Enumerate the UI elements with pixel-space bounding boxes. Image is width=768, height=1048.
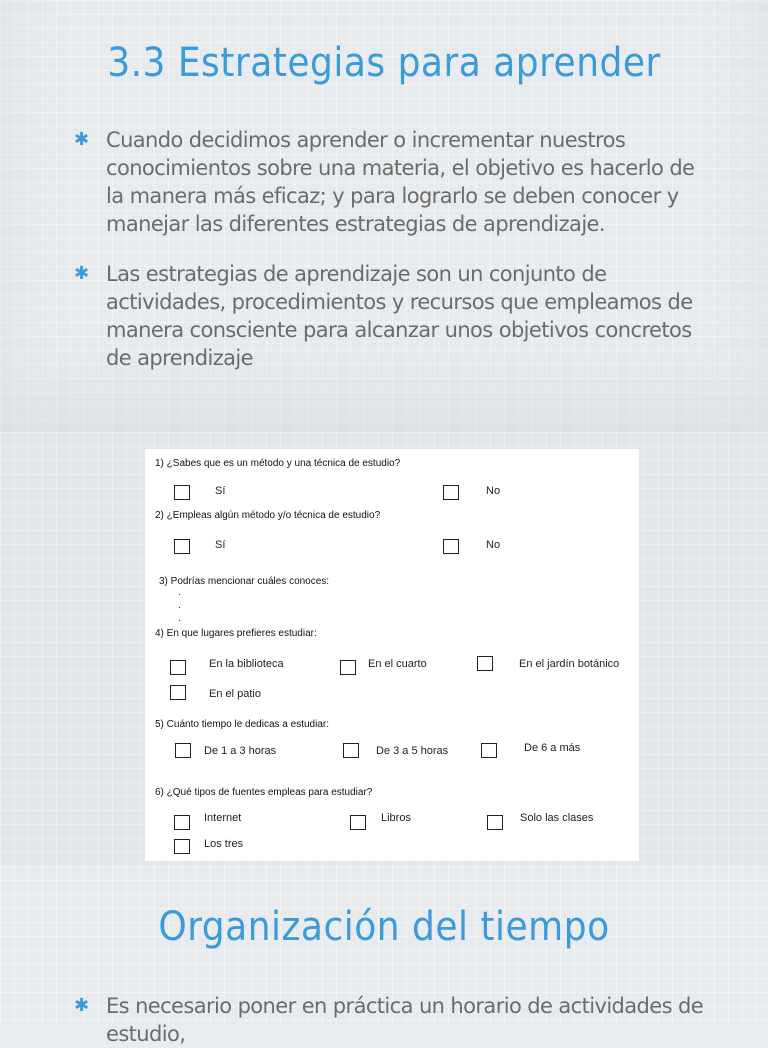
list-bullet: · (178, 602, 182, 613)
slide-title: 3.3 Estrategias para aprender (107, 40, 661, 86)
option-label: Internet (204, 812, 242, 824)
option-label: Libros (381, 812, 411, 824)
option-label: Sí (215, 539, 226, 551)
asterisk-bullet-icon: ✱ (74, 129, 89, 150)
bullet-text: Es necesario poner en práctica un horario de actividades de estudio, (106, 994, 704, 1046)
checkbox-q6-all[interactable] (174, 839, 190, 854)
option-label: En el patio (209, 688, 261, 700)
question-3: 3) Podrías mencionar cuáles conoces: (159, 576, 330, 587)
option-label: No (486, 539, 501, 551)
checkbox-q1-yes[interactable] (174, 485, 190, 500)
checkbox-q1-no[interactable] (443, 485, 459, 500)
slide-strategies (0, 0, 768, 432)
checkbox-q5-6more[interactable] (481, 743, 497, 758)
checkbox-q4-room[interactable] (340, 660, 356, 675)
checkbox-q2-yes[interactable] (174, 539, 190, 554)
bullet-item (74, 992, 760, 1048)
checkbox-q2-no[interactable] (443, 539, 459, 554)
question-6: 6) ¿Qué tipos de fuentes empleas para estudiar? (155, 787, 373, 798)
option-label: Solo las clases (520, 812, 594, 824)
option-label: En la biblioteca (209, 658, 284, 670)
question-1: 1) ¿Sabes que es un método y una técnica de estudio? (155, 458, 401, 469)
questionnaire-card (145, 449, 639, 861)
option-label: Sí (215, 485, 226, 497)
slide-time-organization (0, 866, 768, 1046)
asterisk-bullet-icon: ✱ (74, 263, 89, 284)
question-4: 4) En que lugares prefieres estudiar: (155, 628, 317, 639)
checkbox-q5-1to3[interactable] (175, 743, 191, 758)
slide-questionnaire (0, 432, 768, 866)
option-label: Los tres (204, 838, 244, 850)
checkbox-q5-3to5[interactable] (343, 743, 359, 758)
option-label: De 1 a 3 horas (204, 745, 277, 757)
list-bullet: · (178, 589, 182, 600)
checkbox-q6-internet[interactable] (174, 815, 190, 830)
option-label: No (486, 485, 501, 497)
question-2: 2) ¿Empleas algún método y/o técnica de estudio? (155, 510, 381, 521)
option-label: En el jardín botánico (519, 658, 620, 670)
question-5: 5) Cuánto tiempo le dedicas a estudiar: (155, 719, 329, 730)
checkbox-q4-patio[interactable] (170, 685, 186, 700)
list-bullet: · (178, 615, 182, 626)
checkbox-q4-library[interactable] (170, 660, 186, 675)
bullet-text: Cuando decidimos aprender o incrementar nuestros conocimientos sobre una materia, el objetivo es hacerlo de la manera más eficaz; y para lograrlo se deben conocer y manejar las diferentes estrategias de aprendizaje. (106, 128, 695, 236)
bullet-text: Las estrategias de aprendizaje son un conjunto de actividades, procedimientos y recursos que empleamos de manera consciente para alcanzar unos objetivos concretos de aprendizaje (106, 262, 693, 370)
checkbox-q6-classes[interactable] (487, 815, 503, 830)
bullet-item (74, 126, 700, 238)
checkbox-q6-books[interactable] (350, 815, 366, 830)
asterisk-bullet-icon: ✱ (74, 995, 89, 1016)
option-label: En el cuarto (368, 658, 427, 670)
checkbox-q4-garden[interactable] (477, 656, 493, 671)
option-label: De 6 a más (524, 742, 581, 754)
bullet-item (74, 260, 700, 372)
option-label: De 3 a 5 horas (376, 745, 449, 757)
slide-title: Organización del tiempo (158, 904, 610, 950)
